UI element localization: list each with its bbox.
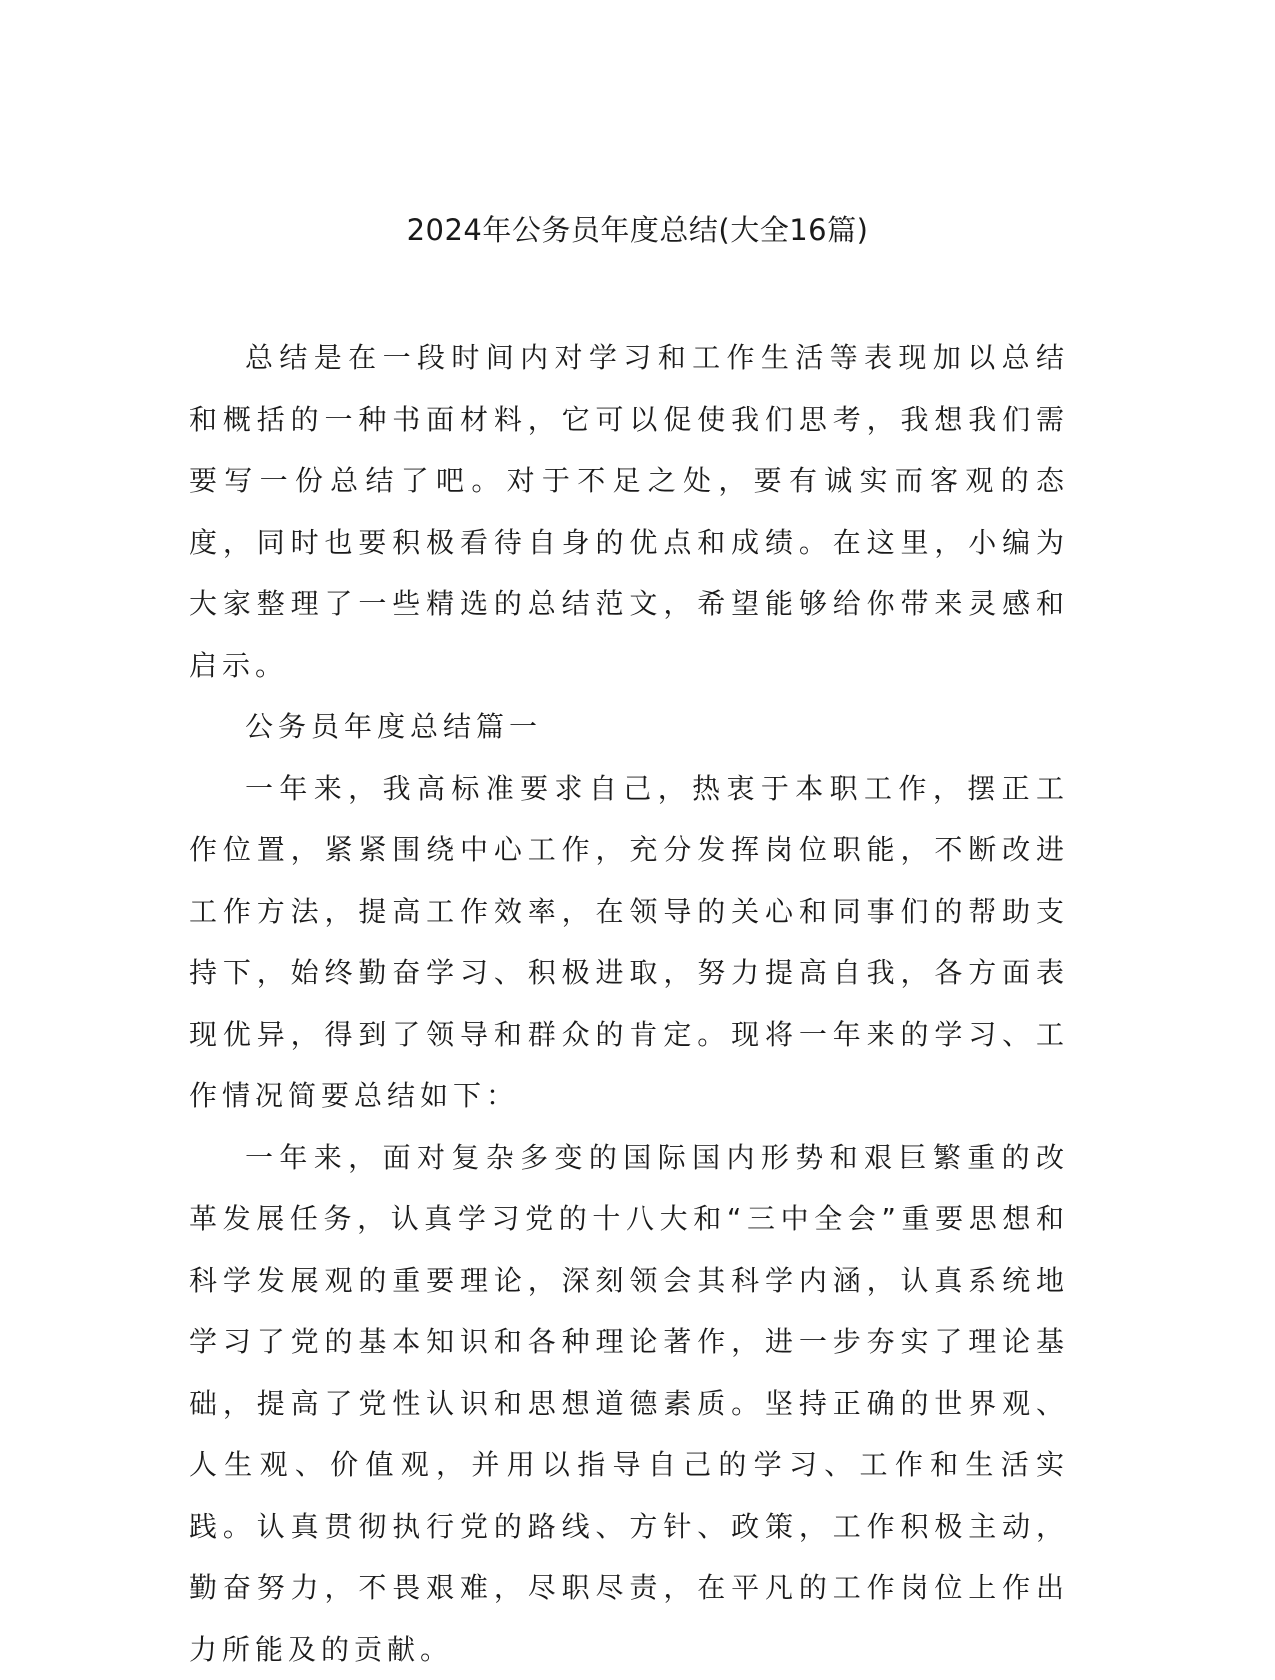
intro-paragraph: 总结是在一段时间内对学习和工作生活等表现加以总结和概括的一种书面材料，它可以促使我们思考，我想我们需要写一份总结了吧。对于不足之处，要有诚实而客观的态度，同时也要积极看待自身的优点和成绩。在这里，小编为大家整理了一些精选的总结范文，希望能够给你带来灵感和启示。 [189, 327, 1069, 696]
body-paragraph: 一年来，面对复杂多变的国际国内形势和艰巨繁重的改革发展任务，认真学习党的十八大和“三中全会”重要思想和科学发展观的重要理论，深刻领会其科学内涵，认真系统地学习了党的基本知识和各种理论著作，进一步夯实了理论基础，提高了党性认识和思想道德素质。坚持正确的世界观、人生观、价值观，并用以指导自己的学习、工作和生活实践。认真贯彻执行党的路线、方针、政策，工作积极主动，勤奋努力，不畏艰难，尽职尽责，在平凡的工作岗位上作出力所能及的贡献。 [189, 1127, 1069, 1680]
document-title: 2024年公务员年度总结(大全16篇) [0, 208, 1275, 252]
document-body [189, 327, 1069, 1680]
body-paragraph: 一年来，我高标准要求自己，热衷于本职工作，摆正工作位置，紧紧围绕中心工作，充分发挥岗位职能，不断改进工作方法，提高工作效率，在领导的关心和同事们的帮助支持下，始终勤奋学习、积极进取，努力提高自我，各方面表现优异，得到了领导和群众的肯定。现将一年来的学习、工作情况简要总结如下： [189, 758, 1069, 1127]
section-heading: 公务员年度总结篇一 [189, 696, 1069, 758]
